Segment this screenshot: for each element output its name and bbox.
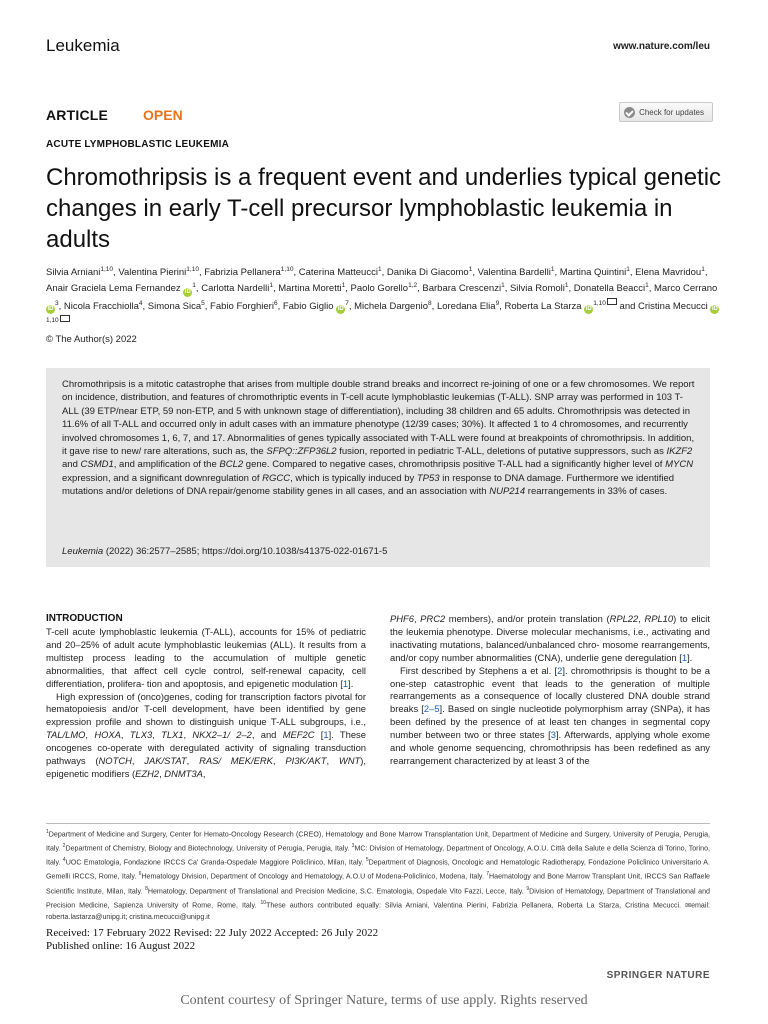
author-name[interactable]: Martina Moretti — [278, 283, 342, 295]
author-affiliation: 1,10 — [46, 316, 59, 324]
orcid-icon[interactable]: iD — [585, 305, 592, 312]
orcid-icon[interactable]: iD — [47, 305, 54, 312]
author-name[interactable]: Barbara Crescenzi — [422, 283, 502, 295]
author-name[interactable]: Marco Cerrano — [653, 283, 718, 295]
email-icon[interactable] — [60, 315, 70, 322]
courtesy-watermark: Content courtesy of Springer Nature, terms of use apply. Rights reserved — [180, 993, 588, 1008]
author-name[interactable]: Silvia Arniani — [46, 267, 101, 279]
author-affiliation: 1,10 — [280, 266, 294, 273]
author-name[interactable]: Michela Dargenio — [354, 300, 429, 312]
author-affiliation: 1,10 — [186, 266, 199, 273]
author-name[interactable]: Danika Di Giacomo — [386, 267, 469, 279]
check-updates-label: Check for updates — [639, 107, 704, 117]
author-affiliation: 9 — [495, 299, 500, 307]
author-affiliation: 1,10 — [593, 299, 606, 307]
author-affiliation: 1 — [192, 282, 196, 290]
journal-name: Leukemia — [46, 36, 120, 55]
citation-details[interactable]: (2022) 36:2577–2585; https://doi.org/10.1038/s41375-022-01671-5 — [103, 546, 388, 557]
author-affiliation: 1 — [341, 282, 346, 290]
author-name[interactable]: Valentina Bardelli — [477, 267, 551, 279]
author-affiliation: 8 — [428, 299, 432, 307]
author-affiliation: 1 — [550, 266, 555, 273]
author-name[interactable]: Cristina Mecucci — [638, 300, 708, 312]
email-icon[interactable] — [607, 298, 617, 305]
author-name[interactable]: Donatella Beacci — [573, 283, 646, 295]
author-affiliation: 1 — [626, 266, 630, 273]
author-affiliation: 1 — [501, 282, 505, 290]
publication-dates — [46, 927, 446, 952]
author-name[interactable]: Roberta La Starza — [504, 300, 582, 312]
author-affiliation: 1 — [377, 266, 382, 273]
section-label: ACUTE LYMPHOBLASTIC LEUKEMIA — [46, 139, 230, 150]
author-name[interactable]: Silvia Romoli — [509, 283, 565, 295]
author-affiliation: 1,2 — [408, 282, 418, 290]
author-name[interactable]: Anair Graciela Lema Fernandez — [46, 283, 181, 295]
citation-journal: Leukemia — [62, 546, 104, 557]
copyright-notice: © The Author(s) 2022 — [46, 334, 137, 345]
intro-paragraph: High expression of (onco)genes, coding for transcription factors pivotal for hematopoiesis and/or T-cell development, have been identified by gene expression profile and shown to distinguish unique T-ALL subgroups, i.e., TAL/LMO, HOXA, TLX3, TLX1, NKX2–1/ 2–2, and MEF2C [1]. These oncogenes co-operate with deregulated activity of signaling transduction pathways (NOTCH, JAK/STAT, RAS/ MEK/ERK, PI3K/AKT, WNT), epigenetic modifiers (EZH2, DNMT3A, — [46, 690, 367, 779]
abstract-text: Chromothripsis is a mitotic catastrophe that arises from multiple double strand breaks and incorrect re-joining of one or a few chromosomes. We report on incidence, distribution, and features of chromothriptic events in T-cell acute lymphoblastic leukemias (T-ALL). SNP array was performed in 103 T-ALL (39 ETP/near ETP, 59 non-ETP, and 5 with unknown stage of differentiation), including 38 children and 65 adults. Chromothripsis was detected in 11.6% of all T-ALL and occurred only in adult cases with an immature phenotype (12/39 cases; 30%). It affected 1 to 4 chromosomes, and recurrently involved chromosomes 1, 6, 7, and 17. Abnormalities of genes typically associated with T-ALL were found at breakpoints of chromothripsis. In addition, it gave rise to new/ rare alterations, such as, the SFPQ::ZFP36L2 fusion, reported in pediatric T-ALL, deletions of putative suppressors, such as IKZF2 and CSMD1, and amplification of the BCL2 gene. Compared to negative cases, chromothripsis positive T-ALL had a significantly higher level of MYCN expression, and a significant downregulation of RGCC, which is typically induced by TP53 in response to DNA damage. Furthermore we identified mutations and/or deletions of DNA repair/genome stability genes in all cases, and an association with NUP214 rearrangements in 33% of cases. — [62, 379, 695, 498]
footnote-divider — [46, 823, 710, 824]
author-affiliation: 7 — [345, 299, 349, 307]
author-name[interactable]: Carlotta Nardelli — [201, 283, 270, 295]
check-for-updates-button[interactable] — [619, 102, 713, 122]
article-citation — [62, 546, 387, 557]
intro-paragraph: First described by Stephens a et al. [2]. chromothripsis is thought to be a one-step catastrophic event that leads to the generation of multiple rearrangements as a consequence of locally clustered DNA double strand breaks [2–5]. Based on single nucleotide polymorphism array (SNPa), it has been defined by the presence of at least ten changes in segmental copy number between two or three states [3]. Afterwards, applying whole exome and whole genome sequencing, chromothripsis has been redefined as any rearrangement characterized by at least 3 of the — [390, 664, 710, 766]
affiliations-footnote: $^1$Department of Medicine and Surgery, Center for Hemato-Oncology Research (CREO), Hematology and Bone Marrow Transplantation Unit, Department of Medicine and Surgery, University of Perugia, Perugia, Italy. $^2$Department of Chemistry, Biology and Biotechnology, University of Perugia, Perugia, Italy. $^3$MC: Division of Hematology, Department of Oncology, A.O.U. Città della Salute e della Scienza di Torino, Torino, Italy. $^4$UOC Ematologia, Fondazione IRCCS Ca' Granda-Ospedale Maggiore Policlinico, Milan, Italy. $^5$Department of Diagnosis, Oncologic and Hematologic Radiotherapy, Fondazione Policlinico Universitario A. Gemelli IRCCS, Rome, Italy. $^6$Hematology Division, Department of Oncology and Hematology, A.O.U of Modena-Policlinico, Modena, Italy. $^7$Haematology and Bone Marrow Transplant Unit, IRCCS San Raffaele Scientific Institute, Milan, Italy. $^8$Hematology, Department of Translational and Precision Medicine, S.C. Ematologia, Ospedale Vito Fazzi, Lecce, Italy. $^9$Division of Hematology, Department of Translational and Precision Medicine, Sapienza University of Rome, Rome, Italy. $^{10}$These authors contributed equally: Silvia Arniani, Valentina Pierini, Fabrizia Pellanera, Roberta La Starza, Cristina Mecucci. ✉email: roberta.lastarza@unipg.it; cristina.mecucci@unipg.it — [46, 829, 710, 921]
author-affiliation: 1 — [645, 282, 649, 290]
intro-column-right — [390, 613, 710, 768]
check-updates-icon — [624, 107, 635, 118]
orcid-icon[interactable]: iD — [711, 305, 718, 312]
author-affiliation: 1 — [564, 282, 569, 290]
author-affiliation: 1,10 — [100, 266, 114, 273]
publisher-logo: SPRINGER NATURE — [606, 970, 710, 981]
author-name[interactable]: Martina Quintini — [559, 267, 627, 279]
open-access-label: OPEN — [143, 107, 183, 123]
author-affiliation: 1 — [468, 266, 473, 273]
author-affiliation: 6 — [273, 299, 278, 307]
author-name[interactable]: Nicola Fracchiolla — [63, 300, 139, 312]
received-dates: Received: 17 February 2022 Revised: 22 July 2022 Accepted: 26 July 2022 — [46, 927, 379, 939]
article-title: Chromothripsis is a frequent event and underlies typical genetic changes in early T-cell precursor lymphoblastic leukemia in adults — [46, 164, 722, 253]
intro-paragraph: PHF6, PRC2 members), and/or protein translation (RPL22, RPL10) to elicit the leukemia phenotype. Diverse molecular mechanisms, i.e., activating and inactivating mutations, balanced/unbalanced chro- mosome rearrangements, and/or copy number abnormalities (CNA), underlie gene deregulation [1]. — [390, 613, 710, 663]
author-name[interactable]: Fabrizia Pellanera — [204, 267, 281, 279]
journal-website-link[interactable]: www.nature.com/leu — [613, 41, 710, 52]
author-name[interactable]: Loredana Elia — [436, 300, 496, 312]
published-date: Published online: 16 August 2022 — [46, 939, 196, 952]
orcid-icon[interactable]: iD — [337, 305, 344, 312]
orcid-icon[interactable]: iD — [184, 288, 191, 295]
author-affiliation: 3 — [55, 299, 59, 307]
article-type-label: ARTICLE — [46, 107, 109, 123]
author-name[interactable]: Paolo Gorello — [350, 283, 409, 295]
author-name[interactable]: Elena Mavridou — [635, 267, 702, 279]
author-list: Silvia Arniani$^{1,10}$, Valentina Pierini$^{1,10}$, Fabrizia Pellanera$^{1,10}$, Caterina Matteucci$^1$, Danika Di Giacomo$^1$, Valentina Bardelli$^1$, Martina Quintini$^1$, Elena Mavridou$^1$, Anair Graciela Lema Fernandez $iD^1$, Carlotta Nardelli$^1$, Martina Moretti$^1$, Paolo Gorello$^{1,2}$, Barbara Crescenzi$^1$, Silvia Romoli$^1$, Donatella Beacci$^1$, Marco Cerrano $iD^3$, Nicola Fracchiolla$^4$, Simona Sica$^5$, Fabio Forghieri$^6$, Fabio Giglio $iD^7$, Michela Dargenio$^8$, Loredana Elia$^9$, Roberta La Starza iD$^{1,10}$ and Cristina Mecucci iD$^{1,10}$ — [46, 266, 718, 324]
author-affiliation: 1 — [269, 282, 273, 290]
author-name[interactable]: Simona Sica — [147, 300, 202, 312]
author-affiliation: 4 — [138, 299, 143, 307]
abstract-box — [46, 368, 710, 567]
author-affiliation: 1 — [701, 266, 705, 273]
author-name[interactable]: Fabio Giglio — [282, 300, 334, 312]
author-name[interactable]: Caterina Matteucci — [298, 267, 378, 279]
intro-paragraph: T-cell acute lymphoblastic leukemia (T-ALL), accounts for 15% of pediatric and 20–25% of adult acute lymphoblastic leukemias (ALL). It results from a multistep process leading to the accumulation of multiple genetic abnormalities, that affect cell cycle control, self-renewal capacity, cell differentiation, prolifera- tion and apoptosis, and epigenetic modulation [1]. — [46, 626, 366, 689]
author-name[interactable]: Valentina Pierini — [118, 267, 187, 279]
author-affiliation: 5 — [201, 299, 205, 307]
author-name[interactable]: Fabio Forghieri — [210, 300, 274, 312]
intro-column-left — [46, 626, 366, 781]
introduction-heading: INTRODUCTION — [46, 613, 123, 624]
